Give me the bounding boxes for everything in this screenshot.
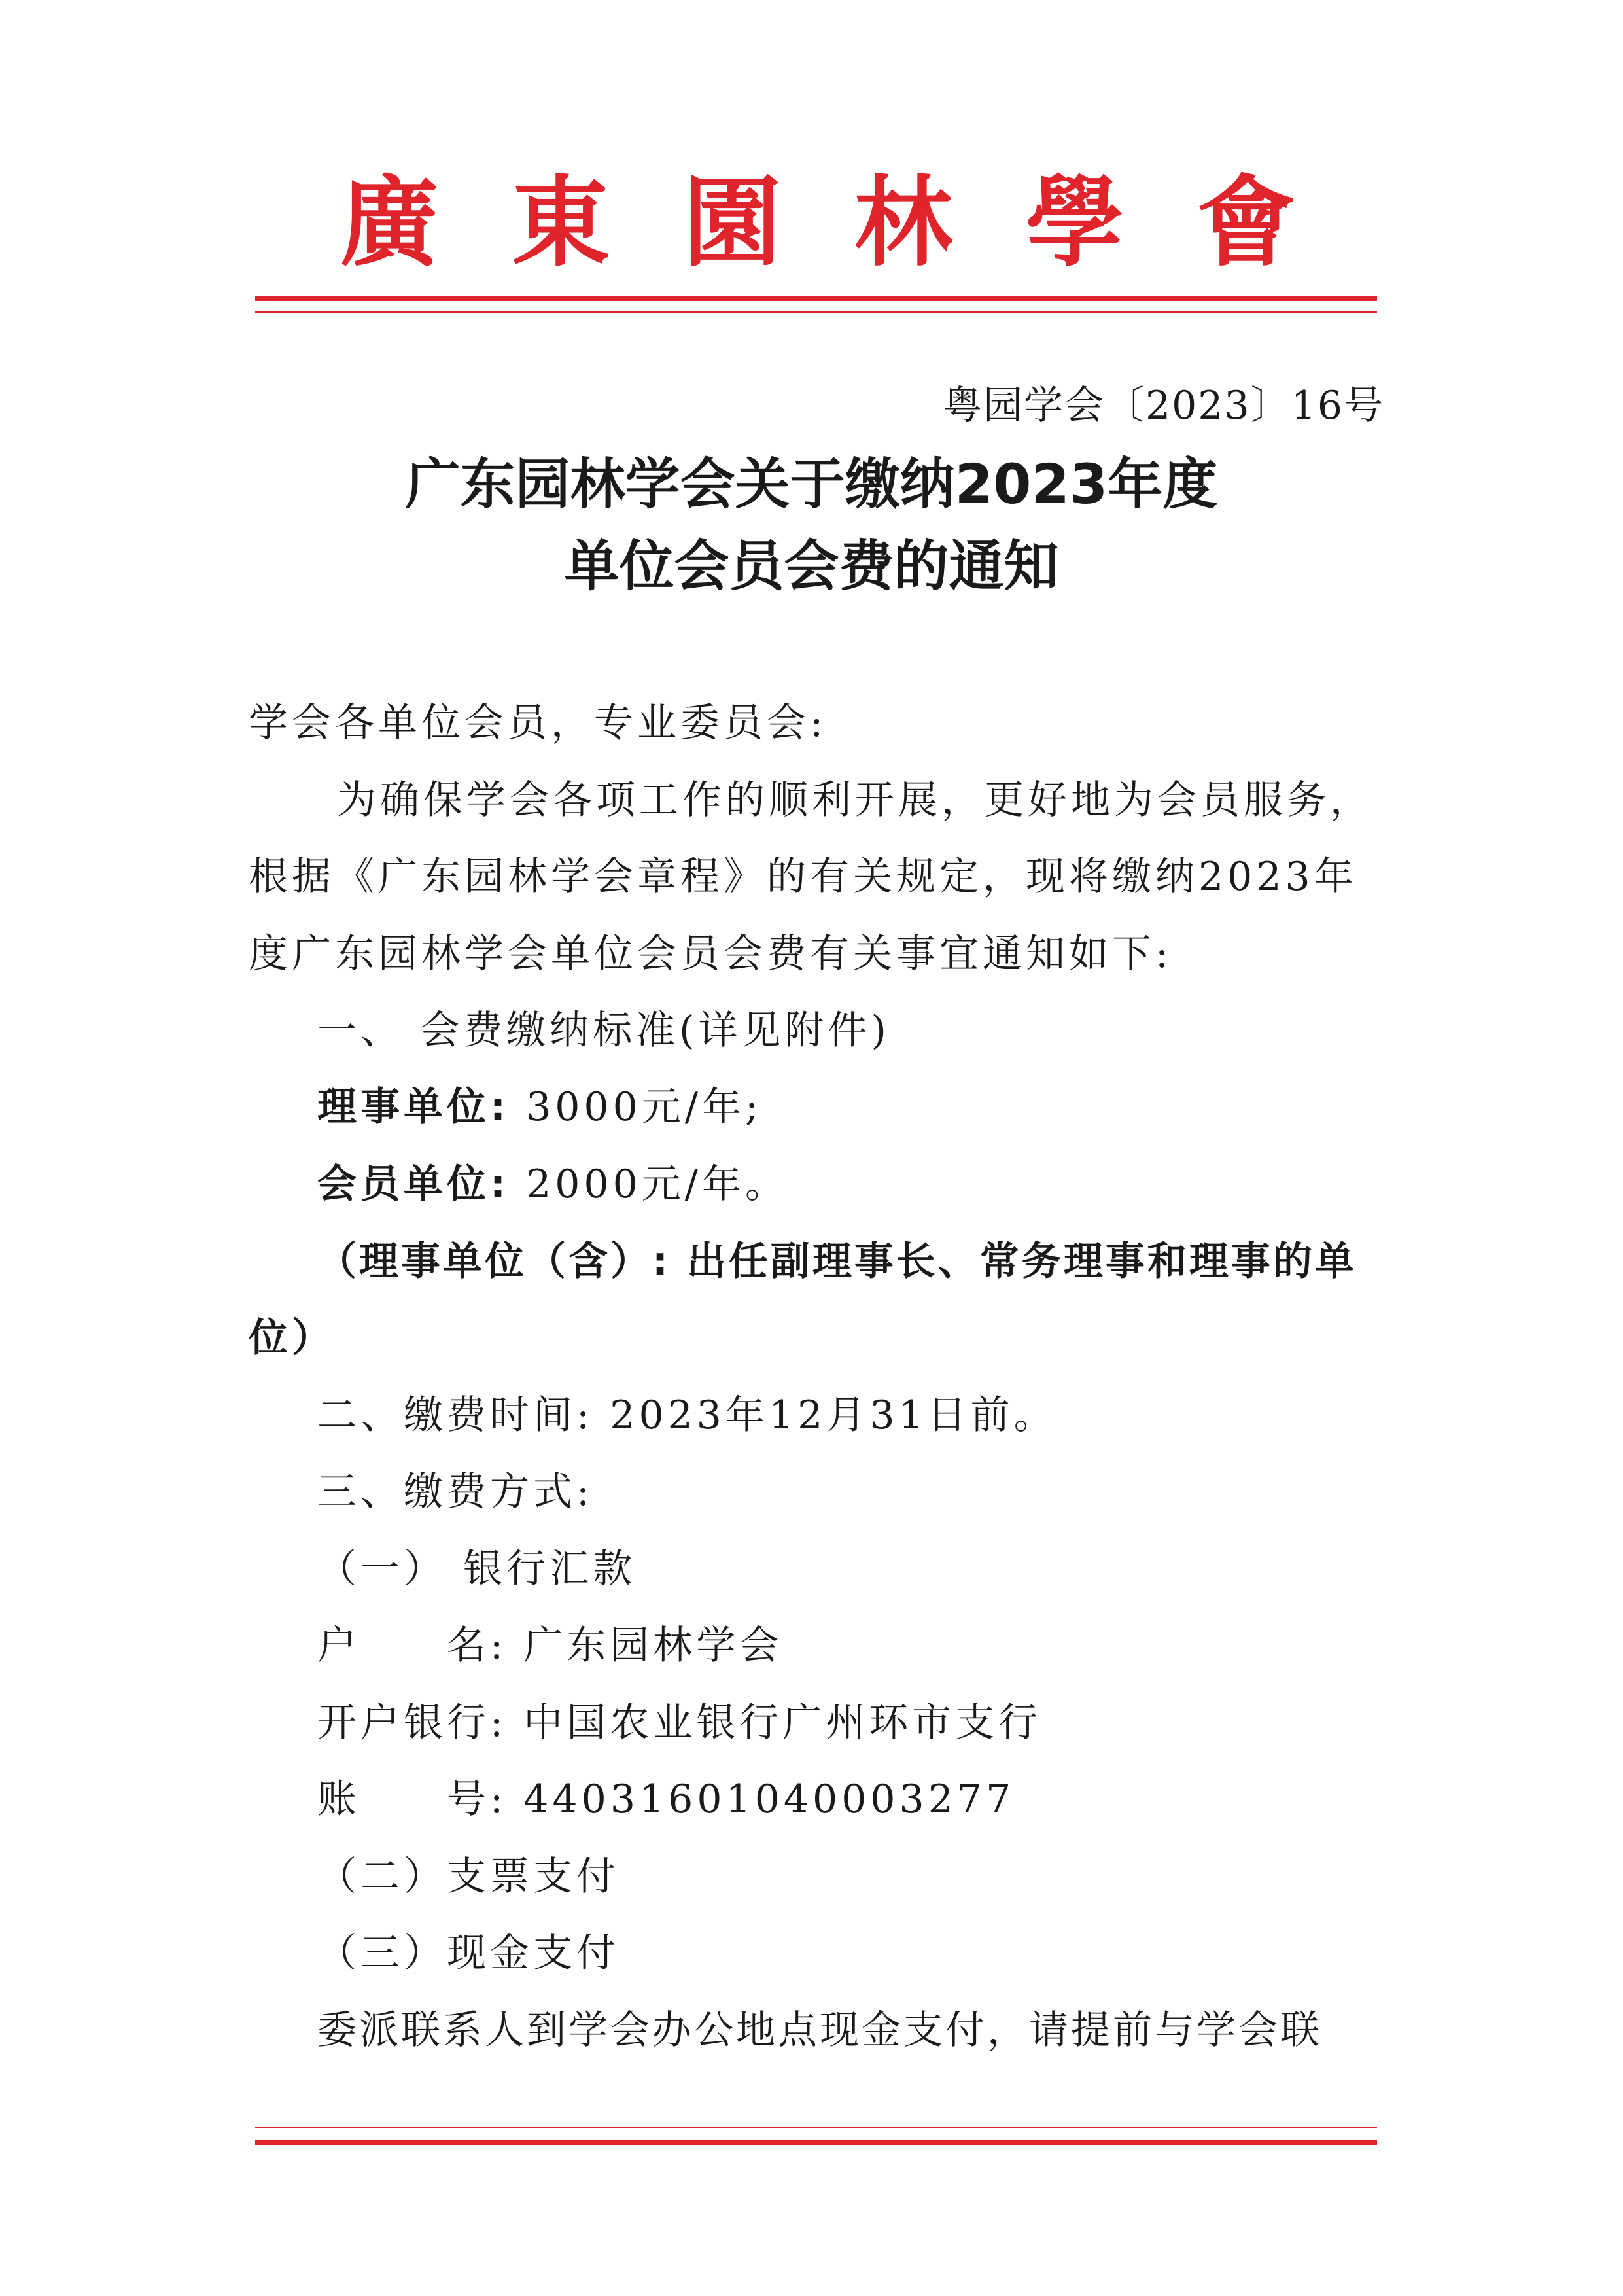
org-char-6: 會: [1196, 165, 1295, 280]
account-name-label: 户 名:: [317, 1623, 508, 1669]
director-fee-row: [317, 1081, 762, 1133]
bank-value: 中国农业银行广州环市支行: [523, 1700, 1042, 1746]
member-fee-row: [317, 1158, 788, 1210]
cash-payment-note: 委派联系人到学会办公地点现金支付，请提前与学会联: [317, 2007, 1322, 2053]
director-definition-note-2: 位）: [249, 1315, 335, 1361]
document-number: 粤园学会〔2023〕16号: [942, 383, 1384, 429]
bank-row: [317, 1697, 1041, 1749]
account-number-label: 账 号:: [317, 1776, 508, 1822]
section-3-heading: 三、缴费方式:: [317, 1469, 594, 1515]
intro-line-3: 度广东园林学会单位会员会费有关事宜通知如下:: [249, 931, 1173, 977]
director-definition-note-1: （理事单位（含）: 出任副理事长、常务理事和理事的单: [317, 1239, 1357, 1284]
footer-rule-thick: [255, 2140, 1377, 2145]
org-char-4: 林: [854, 165, 952, 280]
method-cheque: （二）支票支付: [317, 1854, 620, 1899]
account-number-value: 44031601040003277: [523, 1776, 1015, 1822]
member-unit-fee: 2000元/年。: [526, 1161, 788, 1207]
method-cash: （三）现金支付: [317, 1930, 620, 1976]
account-name-value: 广东园林学会: [523, 1623, 783, 1669]
document-title-line-1: 广东园林学会关于缴纳2023年度: [405, 452, 1218, 516]
org-char-1: 廣: [340, 165, 439, 280]
footer-rule-thin: [255, 2127, 1377, 2128]
director-unit-fee: 3000元/年;: [526, 1084, 763, 1130]
org-char-3: 園: [682, 165, 781, 280]
header-rule-thick: [255, 296, 1377, 301]
header-rule-thin: [255, 311, 1377, 313]
section-1-heading: 一、 会费缴纳标准(详见附件): [317, 1008, 890, 1053]
account-number-row: [317, 1773, 1015, 1826]
org-char-5: 學: [1025, 165, 1124, 280]
salutation: 学会各单位会员，专业委员会:: [249, 700, 828, 746]
bank-label: 开户银行:: [317, 1700, 508, 1746]
intro-line-1: 为确保学会各项工作的顺利开展，更好地为会员服务，: [337, 777, 1373, 823]
intro-line-2: 根据《广东园林学会章程》的有关规定，现将缴纳2023年: [249, 854, 1357, 900]
letterhead-org-name: [340, 167, 1295, 278]
document-title-line-2: 单位会员会费的通知: [564, 534, 1059, 598]
method-bank-transfer: （一） 银行汇款: [317, 1546, 637, 1592]
member-unit-label: 会员单位:: [317, 1161, 510, 1207]
section-2-payment-deadline: 二、缴费时间: 2023年12月31日前。: [317, 1392, 1057, 1438]
director-unit-label: 理事单位:: [317, 1084, 510, 1130]
org-char-2: 東: [511, 165, 610, 280]
account-name-row: [317, 1619, 782, 1672]
